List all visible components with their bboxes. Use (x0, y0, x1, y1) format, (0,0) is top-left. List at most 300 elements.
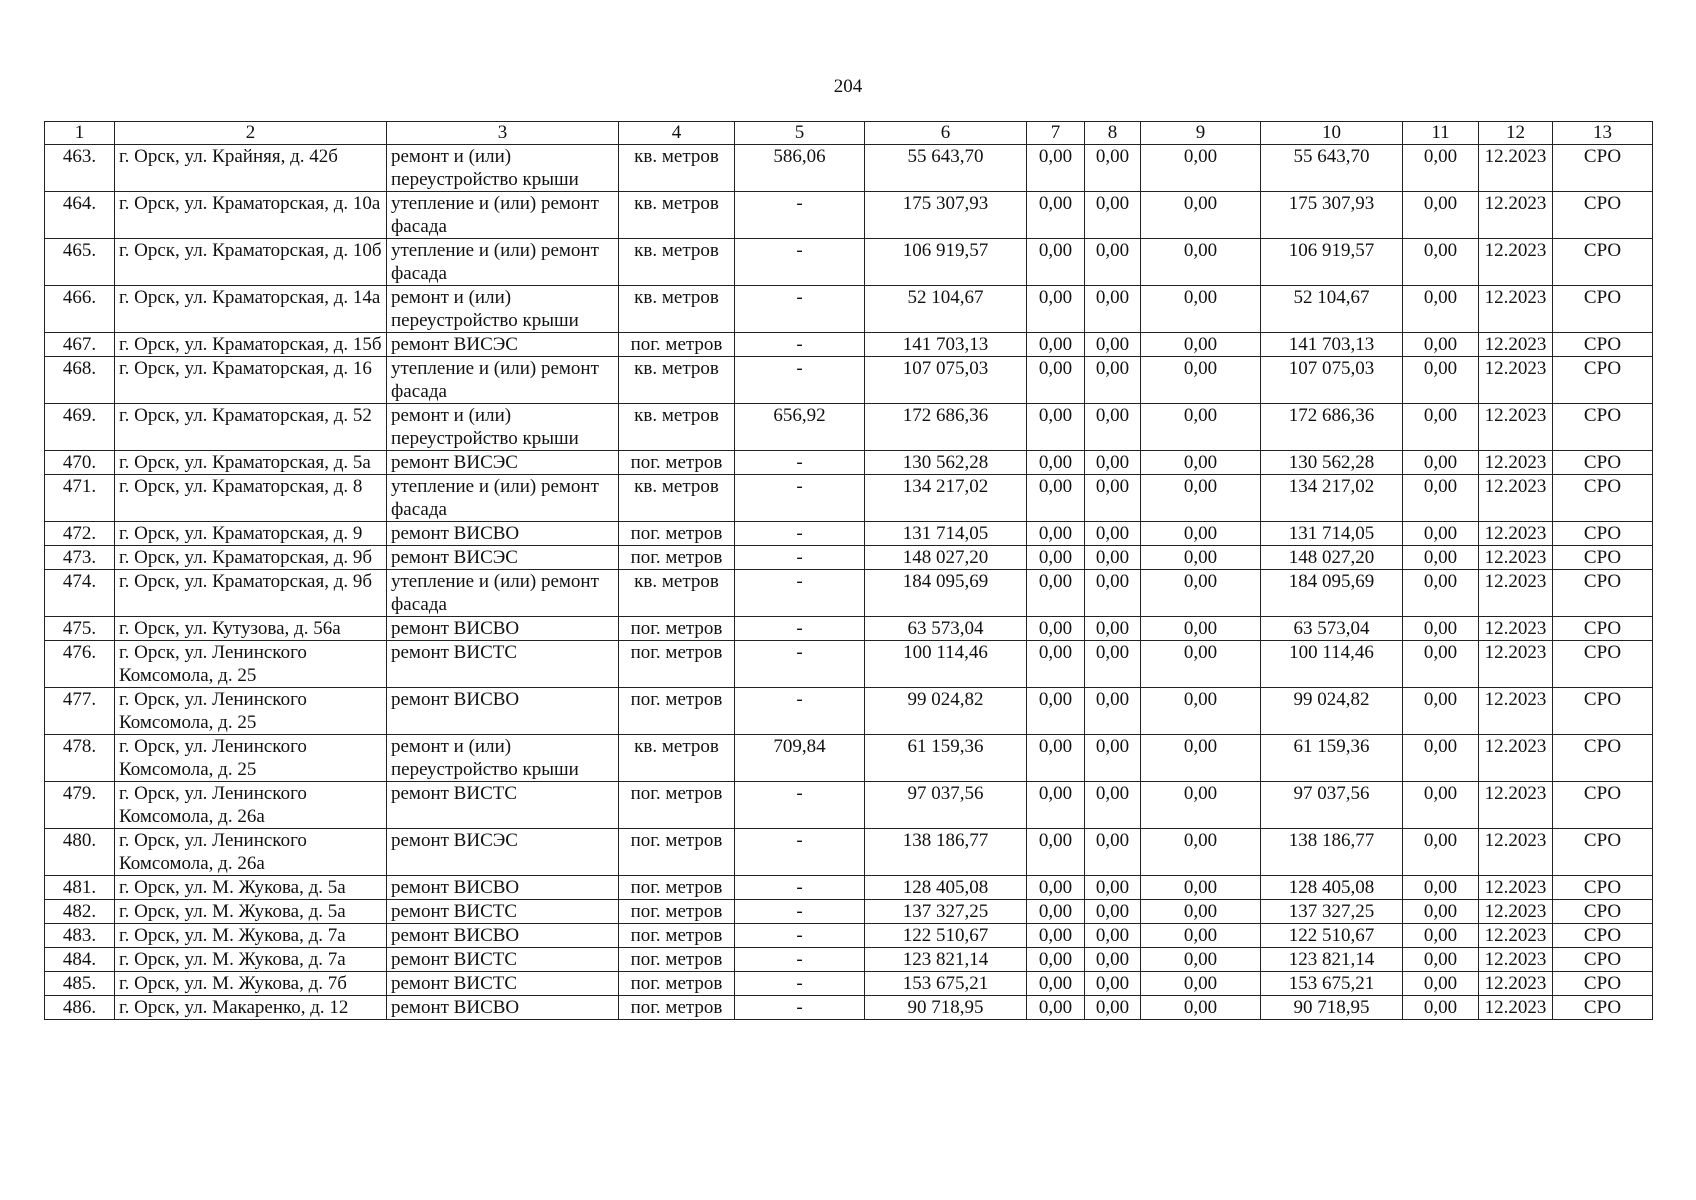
cell-unit: пог. метров (619, 641, 735, 688)
table-row (45, 357, 1653, 404)
cell-work-type: утепление и (или) ремонт фасада (387, 192, 619, 239)
cell-total-cost: 172 686,36 (865, 404, 1027, 451)
table-row (45, 972, 1653, 996)
cell-unit: кв. метров (619, 735, 735, 782)
column-header-4: 4 (619, 122, 735, 145)
cell-cost-regional: 0,00 (1085, 357, 1141, 404)
cell-total-cost: 123 821,14 (865, 948, 1027, 972)
cell-row-number: 484. (45, 948, 115, 972)
cell-cost-owners: 106 919,57 (1261, 239, 1403, 286)
cell-method: СРО (1553, 972, 1653, 996)
cell-unit: пог. метров (619, 972, 735, 996)
cell-row-number: 483. (45, 924, 115, 948)
cell-cost-federal: 0,00 (1027, 333, 1085, 357)
cell-deadline: 12.2023 (1479, 948, 1553, 972)
cell-cost-other: 0,00 (1403, 924, 1479, 948)
cell-cost-owners: 52 104,67 (1261, 286, 1403, 333)
cell-cost-owners: 90 718,95 (1261, 996, 1403, 1020)
cell-unit: кв. метров (619, 145, 735, 192)
cell-cost-owners: 130 562,28 (1261, 451, 1403, 475)
cell-method: СРО (1553, 522, 1653, 546)
cell-volume: - (735, 192, 865, 239)
cell-work-type: ремонт ВИСТС (387, 900, 619, 924)
cell-address: г. Орск, ул. Ленинского Комсомола, д. 25 (115, 688, 387, 735)
cell-cost-regional: 0,00 (1085, 475, 1141, 522)
cell-method: СРО (1553, 145, 1653, 192)
cell-work-type: ремонт ВИСТС (387, 782, 619, 829)
cell-address: г. Орск, ул. Ленинского Комсомола, д. 26а (115, 782, 387, 829)
cell-cost-owners: 61 159,36 (1261, 735, 1403, 782)
cell-row-number: 467. (45, 333, 115, 357)
cell-cost-local: 0,00 (1141, 522, 1261, 546)
cell-deadline: 12.2023 (1479, 617, 1553, 641)
cell-address: г. Орск, ул. Краматорская, д. 14а (115, 286, 387, 333)
cell-deadline: 12.2023 (1479, 357, 1553, 404)
cell-row-number: 468. (45, 357, 115, 404)
table-row (45, 145, 1653, 192)
cell-cost-regional: 0,00 (1085, 522, 1141, 546)
cell-cost-other: 0,00 (1403, 451, 1479, 475)
table-row (45, 286, 1653, 333)
table-row (45, 239, 1653, 286)
cell-row-number: 486. (45, 996, 115, 1020)
cell-cost-regional: 0,00 (1085, 451, 1141, 475)
cell-cost-other: 0,00 (1403, 900, 1479, 924)
cell-unit: пог. метров (619, 522, 735, 546)
cell-address: г. Орск, ул. М. Жукова, д. 5а (115, 876, 387, 900)
cell-cost-regional: 0,00 (1085, 782, 1141, 829)
cell-cost-local: 0,00 (1141, 829, 1261, 876)
column-header-13: 13 (1553, 122, 1653, 145)
cell-deadline: 12.2023 (1479, 192, 1553, 239)
cell-cost-regional: 0,00 (1085, 239, 1141, 286)
column-header-3: 3 (387, 122, 619, 145)
cell-work-type: ремонт ВИСТС (387, 641, 619, 688)
table-row (45, 900, 1653, 924)
cell-cost-regional: 0,00 (1085, 546, 1141, 570)
cell-address: г. Орск, ул. Ленинского Комсомола, д. 26а (115, 829, 387, 876)
cell-cost-local: 0,00 (1141, 404, 1261, 451)
cell-cost-local: 0,00 (1141, 333, 1261, 357)
cell-cost-owners: 100 114,46 (1261, 641, 1403, 688)
cell-cost-owners: 97 037,56 (1261, 782, 1403, 829)
cell-cost-other: 0,00 (1403, 829, 1479, 876)
cell-cost-local: 0,00 (1141, 900, 1261, 924)
cell-cost-federal: 0,00 (1027, 924, 1085, 948)
cell-row-number: 471. (45, 475, 115, 522)
cell-work-type: утепление и (или) ремонт фасада (387, 357, 619, 404)
cell-cost-owners: 99 024,82 (1261, 688, 1403, 735)
column-header-7: 7 (1027, 122, 1085, 145)
cell-deadline: 12.2023 (1479, 475, 1553, 522)
cell-method: СРО (1553, 876, 1653, 900)
cell-cost-other: 0,00 (1403, 546, 1479, 570)
cell-deadline: 12.2023 (1479, 996, 1553, 1020)
cell-deadline: 12.2023 (1479, 876, 1553, 900)
cell-unit: кв. метров (619, 570, 735, 617)
cell-deadline: 12.2023 (1479, 829, 1553, 876)
cell-work-type: ремонт ВИСТС (387, 948, 619, 972)
cell-cost-other: 0,00 (1403, 641, 1479, 688)
cell-volume: - (735, 239, 865, 286)
cell-cost-regional: 0,00 (1085, 192, 1141, 239)
cell-address: г. Орск, ул. Краматорская, д. 5а (115, 451, 387, 475)
cell-row-number: 469. (45, 404, 115, 451)
table-header (45, 122, 1653, 145)
cell-row-number: 472. (45, 522, 115, 546)
cell-method: СРО (1553, 782, 1653, 829)
cell-cost-owners: 107 075,03 (1261, 357, 1403, 404)
cell-work-type: ремонт и (или) переустройство крыши (387, 404, 619, 451)
cell-deadline: 12.2023 (1479, 522, 1553, 546)
cell-cost-federal: 0,00 (1027, 522, 1085, 546)
cell-cost-federal: 0,00 (1027, 948, 1085, 972)
cell-total-cost: 134 217,02 (865, 475, 1027, 522)
cell-volume: - (735, 475, 865, 522)
cell-address: г. Орск, ул. М. Жукова, д. 7б (115, 972, 387, 996)
repair-register-table (44, 121, 1653, 1020)
cell-row-number: 476. (45, 641, 115, 688)
cell-cost-regional: 0,00 (1085, 286, 1141, 333)
cell-cost-federal: 0,00 (1027, 451, 1085, 475)
cell-cost-federal: 0,00 (1027, 546, 1085, 570)
cell-work-type: ремонт ВИСЭС (387, 829, 619, 876)
cell-cost-regional: 0,00 (1085, 735, 1141, 782)
cell-cost-regional: 0,00 (1085, 688, 1141, 735)
cell-row-number: 480. (45, 829, 115, 876)
cell-total-cost: 184 095,69 (865, 570, 1027, 617)
cell-unit: пог. метров (619, 617, 735, 641)
cell-unit: кв. метров (619, 286, 735, 333)
cell-row-number: 470. (45, 451, 115, 475)
cell-method: СРО (1553, 570, 1653, 617)
cell-cost-local: 0,00 (1141, 972, 1261, 996)
cell-method: СРО (1553, 239, 1653, 286)
cell-unit: пог. метров (619, 900, 735, 924)
cell-method: СРО (1553, 688, 1653, 735)
cell-unit: пог. метров (619, 782, 735, 829)
cell-method: СРО (1553, 948, 1653, 972)
cell-address: г. Орск, ул. Краматорская, д. 9б (115, 570, 387, 617)
cell-volume: - (735, 972, 865, 996)
cell-cost-other: 0,00 (1403, 357, 1479, 404)
cell-work-type: ремонт ВИСВО (387, 876, 619, 900)
cell-unit: пог. метров (619, 829, 735, 876)
cell-cost-federal: 0,00 (1027, 782, 1085, 829)
cell-cost-owners: 175 307,93 (1261, 192, 1403, 239)
cell-cost-local: 0,00 (1141, 192, 1261, 239)
cell-method: СРО (1553, 900, 1653, 924)
cell-cost-other: 0,00 (1403, 286, 1479, 333)
column-header-10: 10 (1261, 122, 1403, 145)
cell-work-type: ремонт ВИСВО (387, 522, 619, 546)
cell-cost-other: 0,00 (1403, 782, 1479, 829)
cell-volume: 709,84 (735, 735, 865, 782)
cell-total-cost: 137 327,25 (865, 900, 1027, 924)
cell-unit: кв. метров (619, 475, 735, 522)
cell-cost-owners: 134 217,02 (1261, 475, 1403, 522)
cell-total-cost: 61 159,36 (865, 735, 1027, 782)
cell-deadline: 12.2023 (1479, 451, 1553, 475)
cell-cost-other: 0,00 (1403, 996, 1479, 1020)
cell-total-cost: 106 919,57 (865, 239, 1027, 286)
cell-method: СРО (1553, 996, 1653, 1020)
cell-unit: кв. метров (619, 192, 735, 239)
cell-address: г. Орск, ул. М. Жукова, д. 5а (115, 900, 387, 924)
cell-cost-regional: 0,00 (1085, 145, 1141, 192)
cell-cost-federal: 0,00 (1027, 145, 1085, 192)
cell-method: СРО (1553, 546, 1653, 570)
column-number-row (45, 122, 1653, 145)
cell-cost-local: 0,00 (1141, 239, 1261, 286)
cell-cost-local: 0,00 (1141, 546, 1261, 570)
cell-cost-local: 0,00 (1141, 924, 1261, 948)
cell-total-cost: 138 186,77 (865, 829, 1027, 876)
table-row (45, 924, 1653, 948)
cell-row-number: 477. (45, 688, 115, 735)
cell-cost-other: 0,00 (1403, 948, 1479, 972)
cell-cost-federal: 0,00 (1027, 735, 1085, 782)
cell-cost-owners: 63 573,04 (1261, 617, 1403, 641)
column-header-11: 11 (1403, 122, 1479, 145)
cell-work-type: ремонт ВИСВО (387, 924, 619, 948)
table-row (45, 948, 1653, 972)
cell-cost-other: 0,00 (1403, 617, 1479, 641)
cell-cost-regional: 0,00 (1085, 924, 1141, 948)
cell-total-cost: 148 027,20 (865, 546, 1027, 570)
cell-total-cost: 175 307,93 (865, 192, 1027, 239)
cell-cost-regional: 0,00 (1085, 333, 1141, 357)
cell-cost-local: 0,00 (1141, 996, 1261, 1020)
cell-cost-other: 0,00 (1403, 735, 1479, 782)
cell-address: г. Орск, ул. Краматорская, д. 10б (115, 239, 387, 286)
cell-cost-other: 0,00 (1403, 522, 1479, 546)
cell-method: СРО (1553, 829, 1653, 876)
cell-method: СРО (1553, 475, 1653, 522)
cell-volume: - (735, 641, 865, 688)
cell-total-cost: 141 703,13 (865, 333, 1027, 357)
cell-cost-owners: 128 405,08 (1261, 876, 1403, 900)
column-header-1: 1 (45, 122, 115, 145)
table-row (45, 570, 1653, 617)
cell-cost-federal: 0,00 (1027, 286, 1085, 333)
cell-unit: пог. метров (619, 948, 735, 972)
cell-method: СРО (1553, 451, 1653, 475)
cell-unit: пог. метров (619, 451, 735, 475)
cell-cost-federal: 0,00 (1027, 475, 1085, 522)
cell-cost-regional: 0,00 (1085, 570, 1141, 617)
cell-total-cost: 130 562,28 (865, 451, 1027, 475)
cell-cost-owners: 172 686,36 (1261, 404, 1403, 451)
cell-address: г. Орск, ул. Ленинского Комсомола, д. 25 (115, 641, 387, 688)
cell-deadline: 12.2023 (1479, 900, 1553, 924)
cell-cost-federal: 0,00 (1027, 570, 1085, 617)
cell-cost-other: 0,00 (1403, 475, 1479, 522)
cell-cost-federal: 0,00 (1027, 239, 1085, 286)
table-row (45, 451, 1653, 475)
cell-volume: - (735, 617, 865, 641)
cell-unit: пог. метров (619, 876, 735, 900)
cell-cost-owners: 137 327,25 (1261, 900, 1403, 924)
cell-work-type: утепление и (или) ремонт фасада (387, 239, 619, 286)
cell-volume: - (735, 286, 865, 333)
column-header-6: 6 (865, 122, 1027, 145)
cell-cost-local: 0,00 (1141, 357, 1261, 404)
cell-volume: - (735, 876, 865, 900)
cell-cost-regional: 0,00 (1085, 876, 1141, 900)
cell-volume: - (735, 546, 865, 570)
cell-row-number: 475. (45, 617, 115, 641)
table-row (45, 522, 1653, 546)
cell-cost-owners: 122 510,67 (1261, 924, 1403, 948)
cell-method: СРО (1553, 617, 1653, 641)
cell-method: СРО (1553, 357, 1653, 404)
cell-deadline: 12.2023 (1479, 286, 1553, 333)
cell-volume: 586,06 (735, 145, 865, 192)
cell-cost-regional: 0,00 (1085, 617, 1141, 641)
cell-volume: - (735, 829, 865, 876)
cell-deadline: 12.2023 (1479, 641, 1553, 688)
cell-cost-local: 0,00 (1141, 475, 1261, 522)
cell-row-number: 466. (45, 286, 115, 333)
cell-cost-owners: 138 186,77 (1261, 829, 1403, 876)
cell-total-cost: 55 643,70 (865, 145, 1027, 192)
table-row (45, 829, 1653, 876)
cell-cost-owners: 141 703,13 (1261, 333, 1403, 357)
cell-work-type: ремонт ВИСЭС (387, 546, 619, 570)
cell-cost-regional: 0,00 (1085, 829, 1141, 876)
cell-address: г. Орск, ул. Краматорская, д. 8 (115, 475, 387, 522)
cell-cost-owners: 123 821,14 (1261, 948, 1403, 972)
cell-total-cost: 107 075,03 (865, 357, 1027, 404)
cell-volume: - (735, 782, 865, 829)
cell-total-cost: 128 405,08 (865, 876, 1027, 900)
table-row (45, 192, 1653, 239)
cell-address: г. Орск, ул. Кутузова, д. 56а (115, 617, 387, 641)
cell-cost-other: 0,00 (1403, 972, 1479, 996)
cell-cost-local: 0,00 (1141, 688, 1261, 735)
cell-row-number: 482. (45, 900, 115, 924)
cell-cost-federal: 0,00 (1027, 688, 1085, 735)
cell-cost-federal: 0,00 (1027, 357, 1085, 404)
cell-unit: пог. метров (619, 546, 735, 570)
cell-cost-regional: 0,00 (1085, 641, 1141, 688)
table-row (45, 475, 1653, 522)
cell-deadline: 12.2023 (1479, 333, 1553, 357)
cell-total-cost: 131 714,05 (865, 522, 1027, 546)
cell-address: г. Орск, ул. М. Жукова, д. 7а (115, 924, 387, 948)
column-header-5: 5 (735, 122, 865, 145)
cell-cost-owners: 153 675,21 (1261, 972, 1403, 996)
cell-method: СРО (1553, 641, 1653, 688)
cell-work-type: ремонт ВИСВО (387, 617, 619, 641)
cell-work-type: ремонт и (или) переустройство крыши (387, 286, 619, 333)
table-row (45, 617, 1653, 641)
cell-method: СРО (1553, 333, 1653, 357)
table-row (45, 641, 1653, 688)
cell-cost-local: 0,00 (1141, 286, 1261, 333)
cell-deadline: 12.2023 (1479, 570, 1553, 617)
table-row (45, 996, 1653, 1020)
cell-volume: - (735, 948, 865, 972)
cell-cost-local: 0,00 (1141, 876, 1261, 900)
cell-address: г. Орск, ул. Краматорская, д. 16 (115, 357, 387, 404)
cell-volume: - (735, 357, 865, 404)
cell-unit: пог. метров (619, 996, 735, 1020)
cell-total-cost: 90 718,95 (865, 996, 1027, 1020)
table-body (45, 145, 1653, 1020)
cell-address: г. Орск, ул. Краматорская, д. 52 (115, 404, 387, 451)
cell-work-type: ремонт ВИСЭС (387, 451, 619, 475)
cell-cost-local: 0,00 (1141, 617, 1261, 641)
cell-total-cost: 153 675,21 (865, 972, 1027, 996)
cell-cost-federal: 0,00 (1027, 996, 1085, 1020)
cell-volume: - (735, 688, 865, 735)
cell-cost-other: 0,00 (1403, 876, 1479, 900)
cell-deadline: 12.2023 (1479, 145, 1553, 192)
cell-cost-other: 0,00 (1403, 688, 1479, 735)
cell-total-cost: 63 573,04 (865, 617, 1027, 641)
cell-cost-other: 0,00 (1403, 333, 1479, 357)
cell-row-number: 478. (45, 735, 115, 782)
cell-address: г. Орск, ул. Краматорская, д. 9 (115, 522, 387, 546)
column-header-2: 2 (115, 122, 387, 145)
cell-cost-local: 0,00 (1141, 641, 1261, 688)
cell-unit: кв. метров (619, 404, 735, 451)
cell-deadline: 12.2023 (1479, 972, 1553, 996)
cell-method: СРО (1553, 192, 1653, 239)
cell-volume: - (735, 570, 865, 617)
cell-method: СРО (1553, 735, 1653, 782)
cell-cost-federal: 0,00 (1027, 876, 1085, 900)
cell-address: г. Орск, ул. М. Жукова, д. 7а (115, 948, 387, 972)
cell-volume: - (735, 996, 865, 1020)
table-row (45, 688, 1653, 735)
cell-address: г. Орск, ул. Краматорская, д. 9б (115, 546, 387, 570)
cell-cost-federal: 0,00 (1027, 404, 1085, 451)
cell-work-type: ремонт и (или) переустройство крыши (387, 735, 619, 782)
column-header-12: 12 (1479, 122, 1553, 145)
cell-address: г. Орск, ул. Краматорская, д. 10а (115, 192, 387, 239)
cell-row-number: 465. (45, 239, 115, 286)
cell-work-type: ремонт ВИСТС (387, 972, 619, 996)
cell-cost-federal: 0,00 (1027, 641, 1085, 688)
cell-row-number: 463. (45, 145, 115, 192)
cell-total-cost: 99 024,82 (865, 688, 1027, 735)
cell-cost-other: 0,00 (1403, 239, 1479, 286)
cell-work-type: ремонт ВИСВО (387, 688, 619, 735)
cell-row-number: 481. (45, 876, 115, 900)
cell-deadline: 12.2023 (1479, 782, 1553, 829)
table-row (45, 876, 1653, 900)
cell-volume: - (735, 522, 865, 546)
cell-method: СРО (1553, 286, 1653, 333)
cell-address: г. Орск, ул. Крайняя, д. 42б (115, 145, 387, 192)
cell-address: г. Орск, ул. Ленинского Комсомола, д. 25 (115, 735, 387, 782)
cell-cost-local: 0,00 (1141, 451, 1261, 475)
cell-address: г. Орск, ул. Макаренко, д. 12 (115, 996, 387, 1020)
cell-cost-local: 0,00 (1141, 570, 1261, 617)
cell-unit: пог. метров (619, 688, 735, 735)
cell-address: г. Орск, ул. Краматорская, д. 15б (115, 333, 387, 357)
cell-unit: пог. метров (619, 333, 735, 357)
column-header-9: 9 (1141, 122, 1261, 145)
cell-cost-owners: 55 643,70 (1261, 145, 1403, 192)
cell-volume: - (735, 900, 865, 924)
cell-cost-regional: 0,00 (1085, 948, 1141, 972)
cell-work-type: утепление и (или) ремонт фасада (387, 570, 619, 617)
cell-deadline: 12.2023 (1479, 239, 1553, 286)
